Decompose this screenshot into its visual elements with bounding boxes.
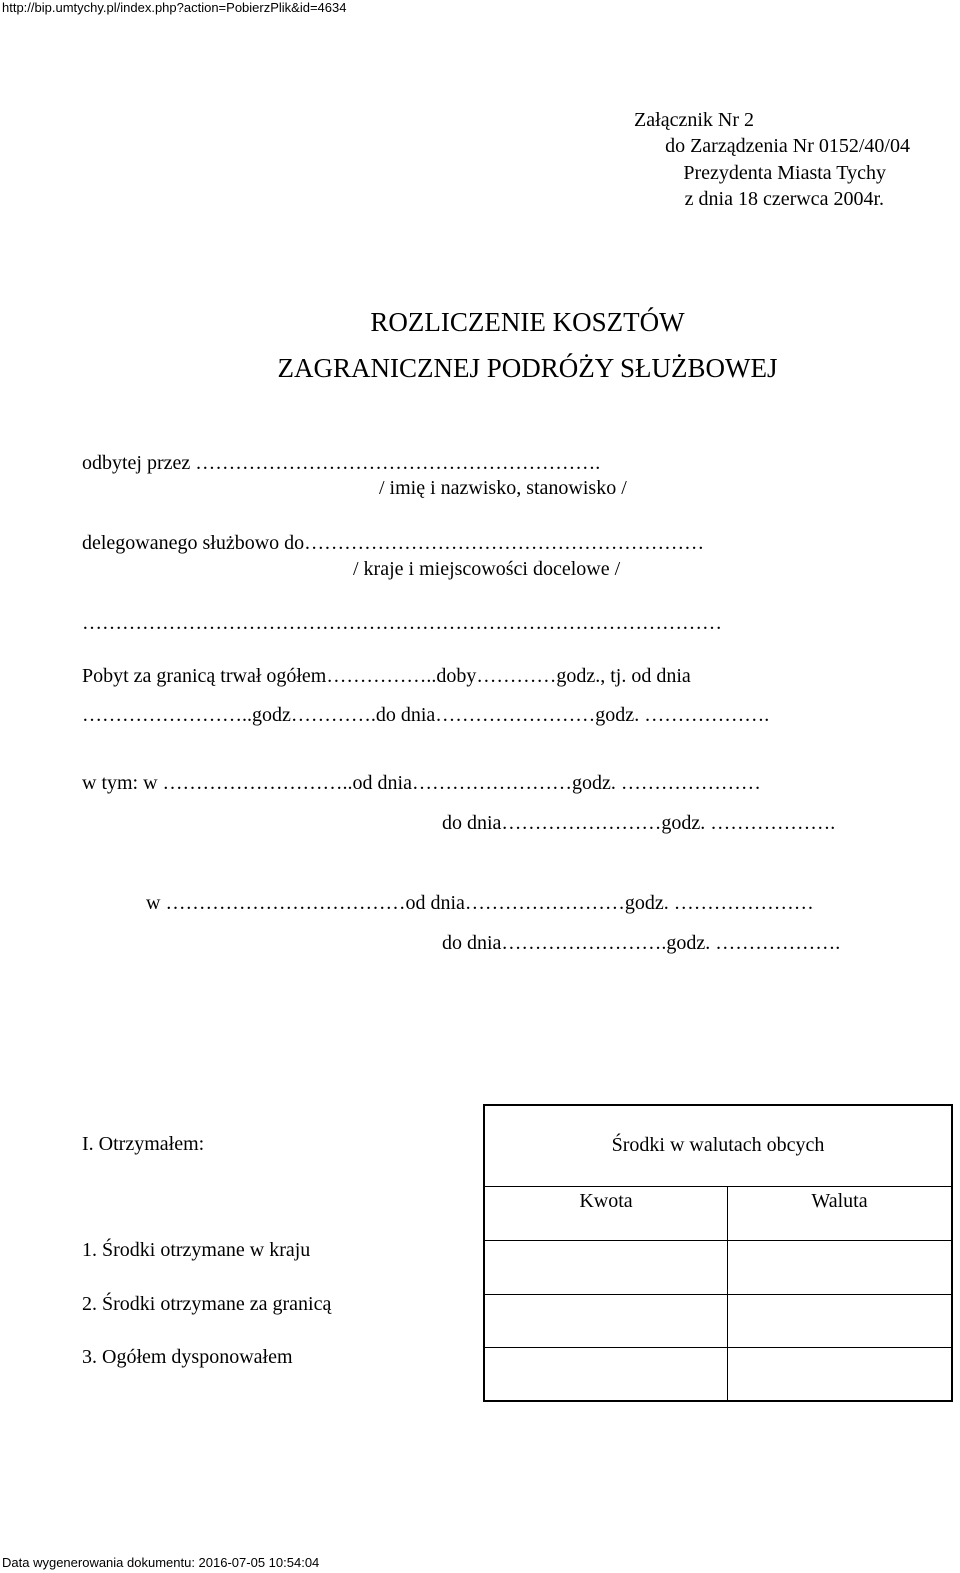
annex-line-2: do Zarządzenia Nr 0152/40/04: [665, 135, 910, 157]
destination-continuation-line: ……………………………………………………………………………………: [82, 612, 722, 634]
table-divider: [485, 1186, 951, 1187]
annex-line-1: Załącznik Nr 2: [634, 109, 754, 131]
column-header-currency: Waluta: [811, 1190, 868, 1212]
stay-duration-line-2: ……………………..godz………….do dnia……………………godz. ……………….: [82, 704, 770, 726]
received-label: I. Otrzymałem:: [82, 1133, 205, 1155]
item-funds-abroad: 2. Środki otrzymane za granicą: [82, 1293, 332, 1315]
destination-field: delegowanego służbowo do……………………………………………………: [82, 532, 705, 554]
foreign-currency-table: [483, 1104, 953, 1402]
second-country-line-1: w ………………………………od dnia……………………godz. …………………: [146, 892, 814, 914]
table-row-divider: [485, 1294, 951, 1295]
stay-duration-line-1: Pobyt za granicą trwał ogółem……………..doby…………godz., tj. od dnia: [82, 665, 691, 687]
traveler-field-hint: / imię i nazwisko, stanowisko /: [379, 477, 627, 499]
generation-timestamp: Data wygenerowania dokumentu: 2016-07-05 10:54:04: [2, 1555, 320, 1570]
annex-line-3: Prezydenta Miasta Tychy: [683, 162, 886, 184]
in-which-line-1: w tym: w ………………………..od dnia……………………godz. …………………: [82, 772, 761, 794]
item-total-available: 3. Ogółem dysponowałem: [82, 1346, 293, 1368]
in-which-line-2: do dnia……………………godz. ……………….: [442, 812, 836, 834]
table-header: Środki w walutach obcych: [611, 1134, 825, 1156]
document-title-line-2: ZAGRANICZNEJ PODRÓŻY SŁUŻBOWEJ: [277, 353, 778, 383]
page-url: http://bip.umtychy.pl/index.php?action=PobierzPlik&id=4634: [2, 0, 347, 15]
table-row-divider: [485, 1240, 951, 1241]
table-row-divider: [485, 1347, 951, 1348]
destination-field-hint: / kraje i miejscowości docelowe /: [353, 558, 621, 580]
annex-line-4: z dnia 18 czerwca 2004r.: [684, 188, 884, 210]
column-header-amount: Kwota: [579, 1190, 633, 1212]
item-funds-domestic: 1. Środki otrzymane w kraju: [82, 1239, 311, 1261]
table-column-divider: [727, 1186, 728, 1400]
traveler-field: odbytej przez …………………………………………………….: [82, 452, 601, 474]
second-country-line-2: do dnia…………………….godz. ……………….: [442, 932, 841, 954]
document-title-line-1: ROZLICZENIE KOSZTÓW: [370, 307, 685, 337]
